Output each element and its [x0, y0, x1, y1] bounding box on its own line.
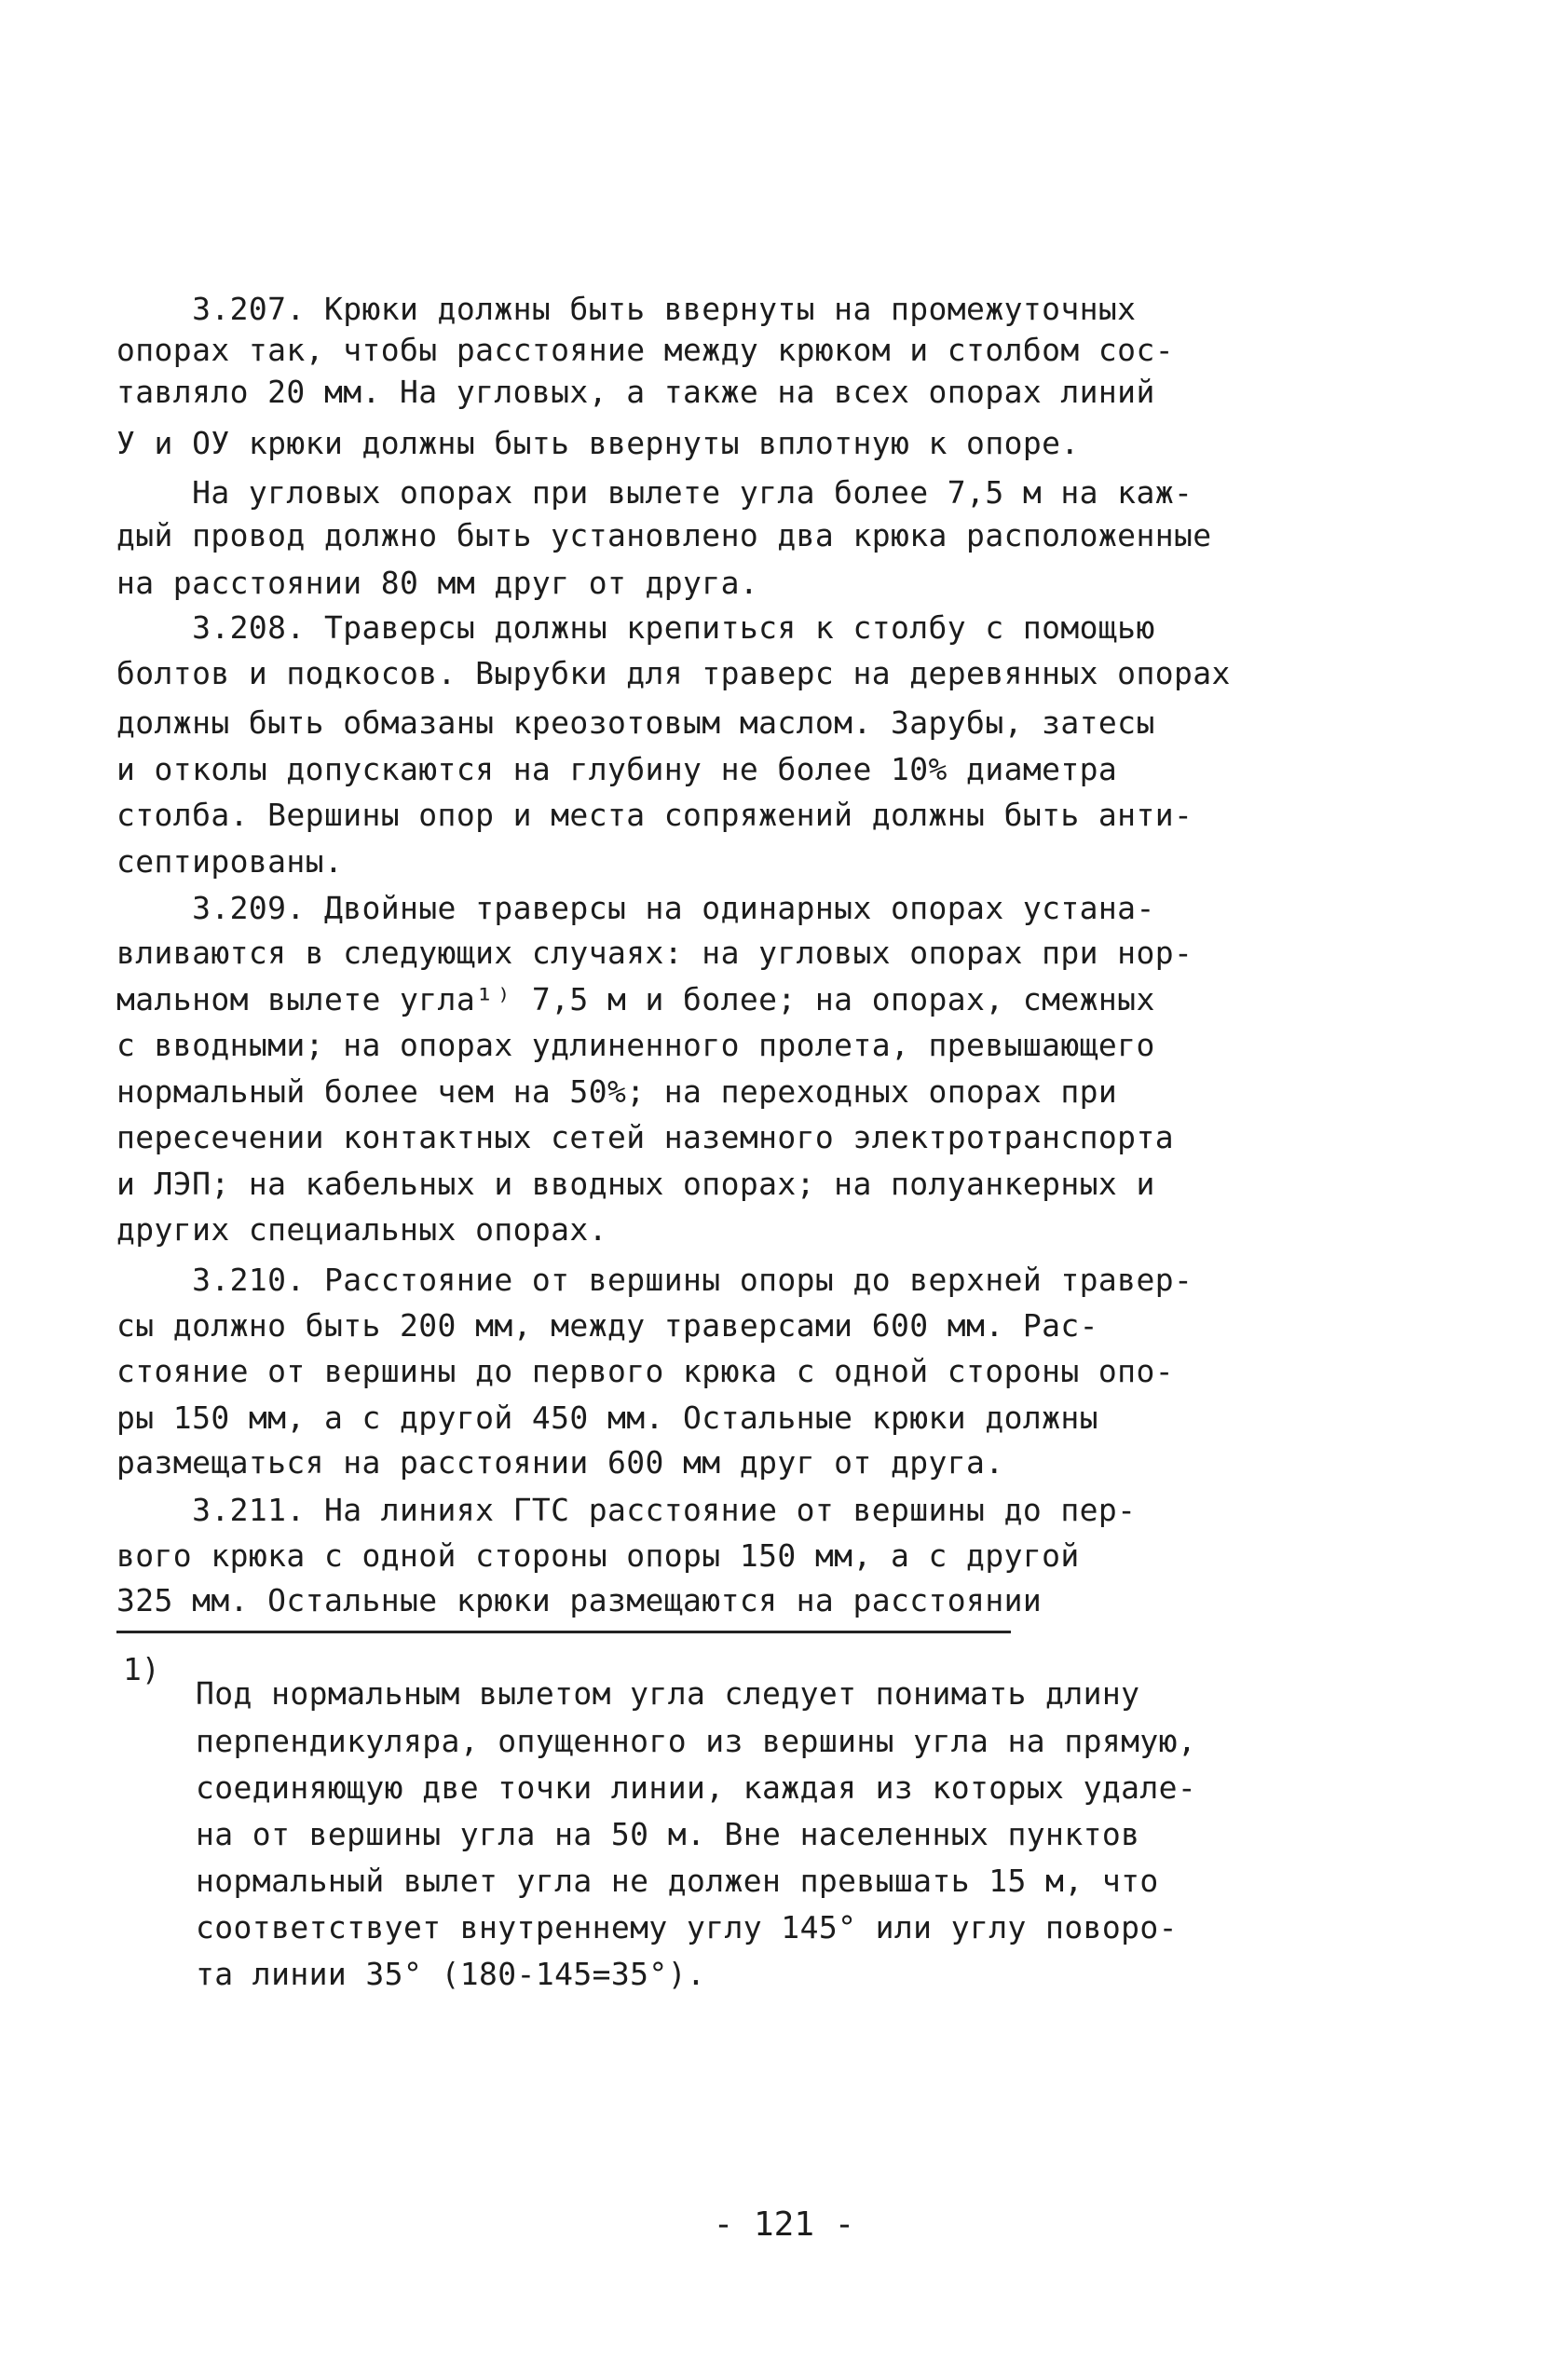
text-line: других специальных опорах.	[116, 1211, 607, 1248]
footnote-line: соединяющую две точки линии, каждая из которых удале-	[196, 1769, 1197, 1806]
text-line: должны быть обмазаны креозотовым маслом. Зарубы, затесы	[116, 704, 1155, 741]
text-line: 3.208. Траверсы должны крепиться к столбу с помощью	[116, 609, 1155, 646]
text-line: опорах так, чтобы расстояние между крюком и столбом сос-	[116, 332, 1174, 368]
text-line: столба. Вершины опор и места сопряжений должны быть анти-	[116, 797, 1193, 833]
text-line: септированы.	[116, 843, 344, 880]
footnote-marker: 1)	[123, 1651, 160, 1687]
text-line: нормальный более чем на 50%; на переходных опорах при	[116, 1073, 1118, 1110]
footnote-line: соответствует внутреннему углу 145° или углу поворо-	[196, 1909, 1178, 1946]
text-line: и ЛЭП; на кабельных и вводных опорах; на полуанкерных и	[116, 1166, 1155, 1202]
page-number: - 121 -	[713, 2205, 855, 2244]
text-line: 325 мм. Остальные крюки размещаются на расстоянии	[116, 1582, 1043, 1618]
text-line: У и ОУ крюки должны быть ввернуты вплотную к опоре.	[116, 425, 1080, 461]
text-line: пересечении контактных сетей наземного электротранспорта	[116, 1119, 1174, 1155]
footnote-divider	[116, 1631, 1011, 1633]
text-line: На угловых опорах при вылете угла более 7,5 м на каж-	[116, 474, 1193, 511]
text-line: 3.210. Расстояние от вершины опоры до верхней травер-	[116, 1262, 1193, 1298]
text-line: дый провод должно быть установлено два крюка расположенные	[116, 517, 1212, 553]
text-line: 3.211. На линиях ГТС расстояние от вершины до пер-	[116, 1492, 1137, 1528]
footnote-line: перпендикуляра, опущенного из вершины угла на прямую,	[196, 1723, 1197, 1759]
text-line: болтов и подкосов. Вырубки для траверс на деревянных опорах	[116, 655, 1231, 691]
text-line: размещаться на расстоянии 600 мм друг от друга.	[116, 1444, 1004, 1481]
text-line: вого крюка с одной стороны опоры 150 мм, а с другой	[116, 1537, 1080, 1574]
text-line: на расстоянии 80 мм друг от друга.	[116, 565, 759, 601]
text-line: стояние от вершины до первого крюка с одной стороны опо-	[116, 1353, 1174, 1389]
text-line: с вводными; на опорах удлиненного пролета, превышающего	[116, 1027, 1155, 1063]
footnote-line: нормальный вылет угла не должен превышать 15 м, что	[196, 1863, 1159, 1899]
text-line: сы должно быть 200 мм, между траверсами 600 мм. Рас-	[116, 1307, 1098, 1344]
text-line: тавляло 20 мм. На угловых, а также на всех опорах линий	[116, 374, 1155, 410]
text-line: 3.207. Крюки должны быть ввернуты на промежуточных	[116, 291, 1137, 327]
text-line: мальном вылете угла¹⁾ 7,5 м и более; на опорах, смежных	[116, 981, 1155, 1017]
footnote-line: на от вершины угла на 50 м. Вне населенных пунктов	[196, 1816, 1140, 1852]
footnote-line: Под нормальным вылетом угла следует понимать длину	[196, 1675, 1140, 1712]
text-line: вливаются в следующих случаях: на угловых опорах при нор-	[116, 935, 1193, 971]
text-line: 3.209. Двойные траверсы на одинарных опорах устана-	[116, 890, 1155, 926]
text-line: ры 150 мм, а с другой 450 мм. Остальные крюки должны	[116, 1399, 1098, 1436]
text-line: и отколы допускаются на глубину не более 10% диаметра	[116, 751, 1118, 787]
footnote-line: та линии 35° (180-145=35°).	[196, 1956, 706, 1992]
